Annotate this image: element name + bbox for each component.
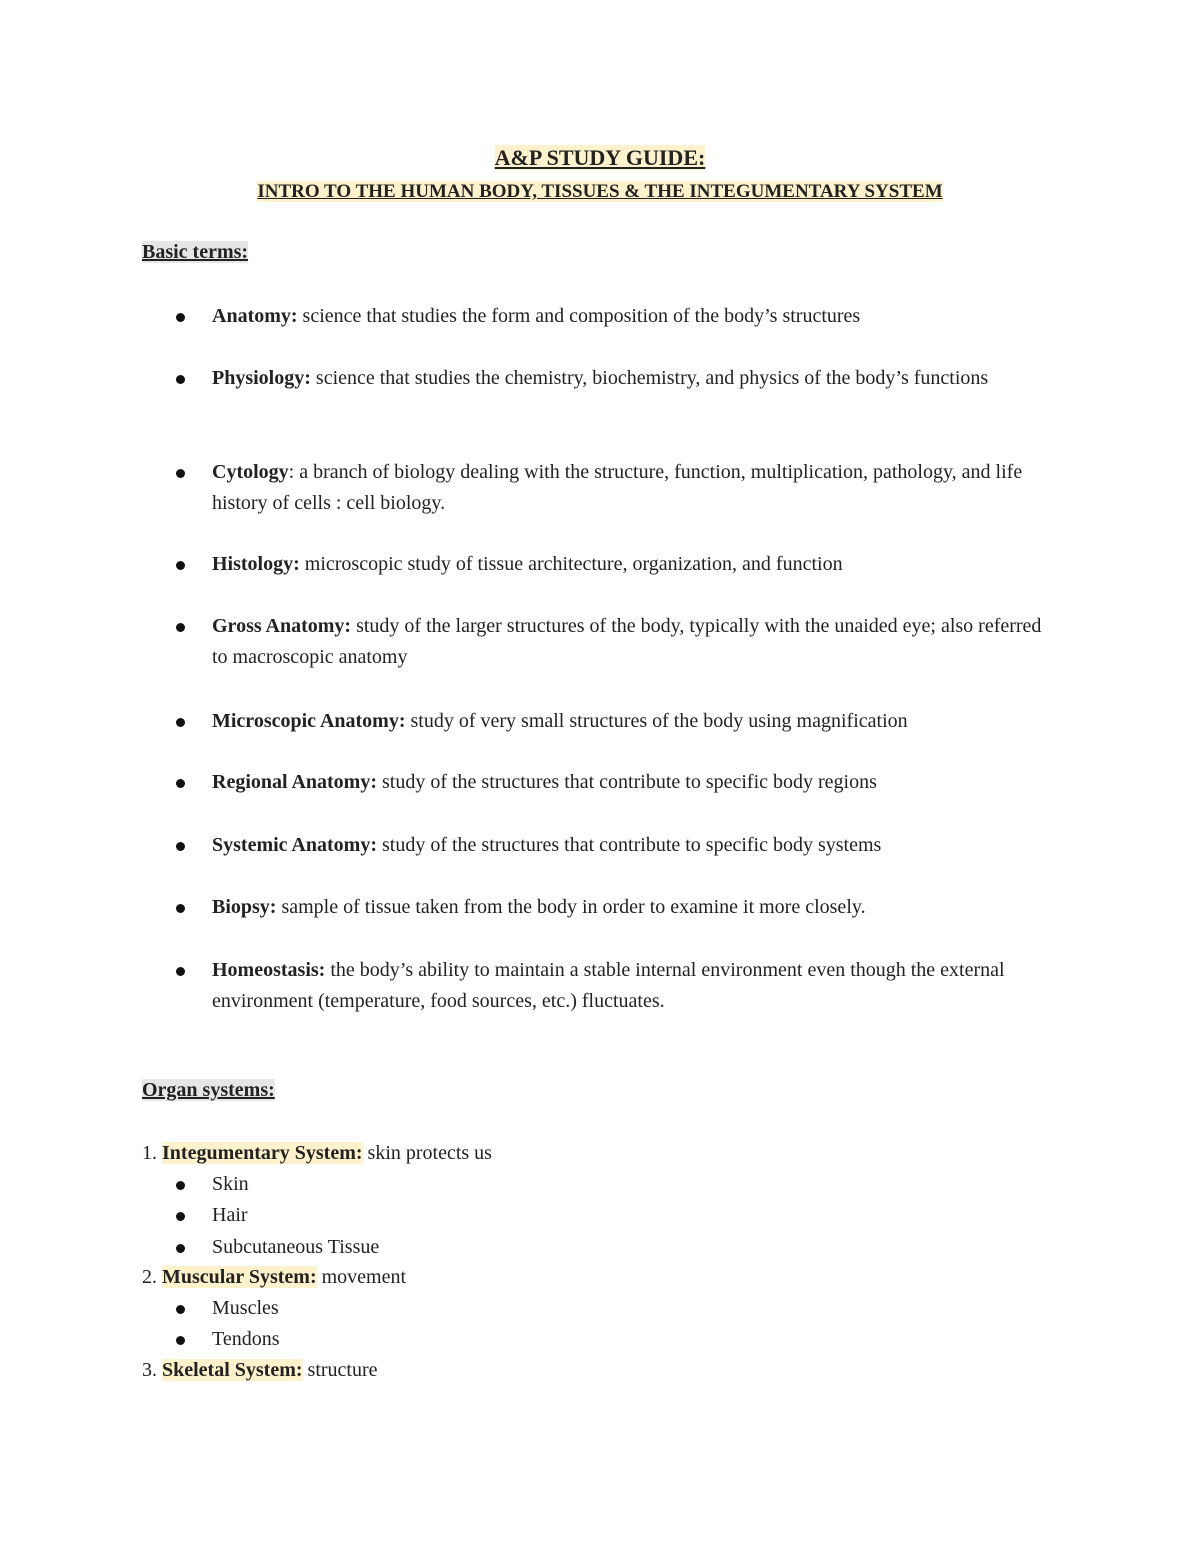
list-item — [212, 1169, 249, 1200]
term-name: Systemic Anatomy: — [212, 834, 377, 856]
organ-systems-heading — [142, 1076, 275, 1104]
organ-system-item — [142, 1262, 406, 1293]
list-item — [212, 892, 1052, 923]
term-name: Cytology — [212, 461, 289, 483]
term-name: Gross Anatomy: — [212, 615, 352, 637]
organ-system-name: Integumentary System: — [162, 1142, 363, 1164]
organ-systems-heading-text: Organ systems: — [142, 1079, 275, 1101]
page-title — [0, 142, 1200, 174]
bullet-icon — [176, 1212, 185, 1221]
bullet-icon — [176, 842, 185, 851]
bullet-icon — [176, 904, 185, 913]
bullet-icon — [176, 1181, 185, 1190]
bullet-icon — [176, 375, 185, 384]
organ-system-description: skin protects us — [362, 1142, 492, 1164]
term-definition: the body’s ability to maintain a stable internal environment even though the external environment (temperature, food sources, etc.) fluctuates. — [212, 959, 1005, 1012]
organ-system-item — [142, 1355, 378, 1386]
list-item — [212, 1324, 279, 1355]
page-title-text: A&P STUDY GUIDE: — [494, 145, 706, 170]
term-definition: : a branch of biology dealing with the structure, function, multiplication, pathology, and life history of cells : cell biology. — [212, 461, 1023, 514]
bullet-icon — [176, 779, 185, 788]
list-item — [212, 549, 1052, 580]
bullet-icon — [176, 1305, 185, 1314]
bullet-icon — [176, 967, 185, 976]
list-item — [212, 1293, 279, 1324]
bullet-icon — [176, 561, 185, 570]
term-name: Physiology: — [212, 367, 311, 389]
list-item — [212, 955, 1052, 1017]
bullet-icon — [176, 469, 185, 478]
page-subtitle-text: INTRO TO THE HUMAN BODY, TISSUES & THE INTEGUMENTARY SYSTEM — [257, 181, 943, 202]
bullet-icon — [176, 718, 185, 727]
organ-system-name: Skeletal System: — [162, 1359, 303, 1381]
organ-system-name: Muscular System: — [162, 1266, 317, 1288]
organ-system-item — [142, 1138, 492, 1169]
basic-terms-heading — [142, 238, 248, 266]
term-name: Regional Anatomy: — [212, 771, 377, 793]
term-definition: study of very small structures of the body using magnification — [405, 710, 908, 732]
organ-system-number: 2. — [142, 1266, 157, 1288]
organ-subitem: Tendons — [212, 1328, 280, 1350]
page-subtitle — [0, 178, 1200, 206]
term-name: Anatomy: — [212, 305, 298, 327]
organ-subitem: Muscles — [212, 1297, 279, 1319]
term-name: Biopsy: — [212, 896, 277, 918]
term-definition: study of the larger structures of the body, typically with the unaided eye; also referred to macroscopic anatomy — [212, 615, 1042, 668]
term-definition: study of the structures that contribute to specific body systems — [376, 834, 882, 856]
term-definition: science that studies the chemistry, biochemistry, and physics of the body’s functions — [310, 367, 989, 389]
organ-subitem: Skin — [212, 1173, 249, 1195]
list-item — [212, 611, 1052, 673]
bullet-icon — [176, 623, 185, 632]
list-item — [212, 767, 1052, 798]
term-name: Histology: — [212, 553, 300, 575]
organ-subitem: Hair — [212, 1204, 248, 1226]
term-definition: microscopic study of tissue architecture, organization, and function — [299, 553, 843, 575]
bullet-icon — [176, 1336, 185, 1345]
bullet-icon — [176, 1244, 185, 1253]
list-item — [212, 301, 1052, 332]
list-item — [212, 706, 1052, 737]
list-item — [212, 363, 1052, 394]
organ-subitem: Subcutaneous Tissue — [212, 1236, 380, 1258]
list-item — [212, 457, 1052, 519]
organ-system-number: 3. — [142, 1359, 157, 1381]
term-definition: study of the structures that contribute to specific body regions — [377, 771, 877, 793]
organ-system-number: 1. — [142, 1142, 157, 1164]
term-name: Homeostasis: — [212, 959, 326, 981]
term-name: Microscopic Anatomy: — [212, 710, 406, 732]
term-definition: science that studies the form and composition of the body’s structures — [297, 305, 861, 327]
list-item — [212, 1200, 248, 1231]
organ-system-description: movement — [316, 1266, 407, 1288]
term-definition: sample of tissue taken from the body in order to examine it more closely. — [276, 896, 866, 918]
organ-system-description: structure — [302, 1359, 378, 1381]
list-item — [212, 830, 1052, 861]
bullet-icon — [176, 313, 185, 322]
list-item — [212, 1232, 379, 1263]
basic-terms-heading-text: Basic terms: — [142, 241, 249, 263]
